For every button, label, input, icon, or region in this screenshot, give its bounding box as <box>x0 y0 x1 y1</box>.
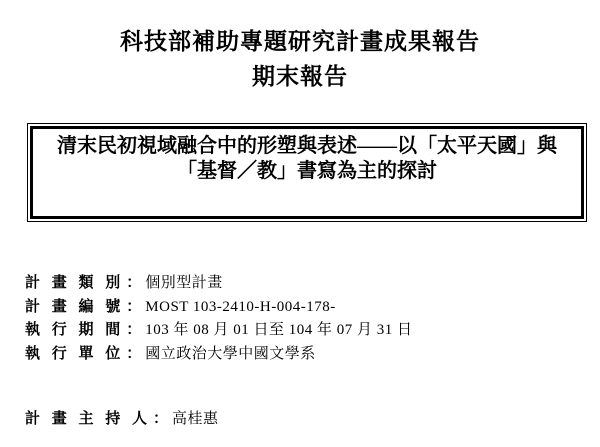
project-title-box-inner <box>30 126 584 219</box>
field-label-execution-period: 執 行 期 間 <box>25 322 125 338</box>
field-value-execution-period: 103 年 08 月 01 日至 104 年 07 月 31 日 <box>145 322 413 338</box>
field-colon: ： <box>126 275 142 291</box>
project-fields <box>25 272 413 366</box>
field-colon: ： <box>153 411 169 427</box>
report-header <box>0 24 600 94</box>
field-colon: ： <box>126 322 142 338</box>
pi-label: 計 畫 主 持 人 <box>25 411 152 427</box>
field-colon: ： <box>126 298 142 315</box>
report-header-line1: 科技部補助專題研究計畫成果報告 <box>120 29 480 54</box>
project-title-line1: 清末民初視域融合中的形塑與表述——以「太平天國」與 <box>57 135 557 157</box>
report-header-line2: 期末報告 <box>252 64 348 89</box>
field-value-execution-unit: 國立政治大學中國文學系 <box>145 345 316 362</box>
field-row-project-type <box>25 272 413 296</box>
pi-value: 高桂惠 <box>172 411 219 427</box>
project-title-line2: 「基督／教」書寫為主的探討 <box>177 160 437 182</box>
field-value-project-number: MOST 103-2410-H-004-178- <box>145 298 336 315</box>
field-row-execution-unit <box>25 343 413 367</box>
field-colon: ： <box>126 345 142 362</box>
field-label-project-number: 計 畫 編 號 <box>25 298 125 315</box>
field-row-execution-period <box>25 319 413 343</box>
field-label-project-type: 計 畫 類 別 <box>25 275 125 291</box>
project-title-box <box>27 123 587 222</box>
field-label-execution-unit: 執 行 單 位 <box>25 345 125 362</box>
field-value-project-type: 個別型計畫 <box>145 275 223 291</box>
principal-investigator-row <box>25 408 219 432</box>
field-row-project-number <box>25 296 413 320</box>
